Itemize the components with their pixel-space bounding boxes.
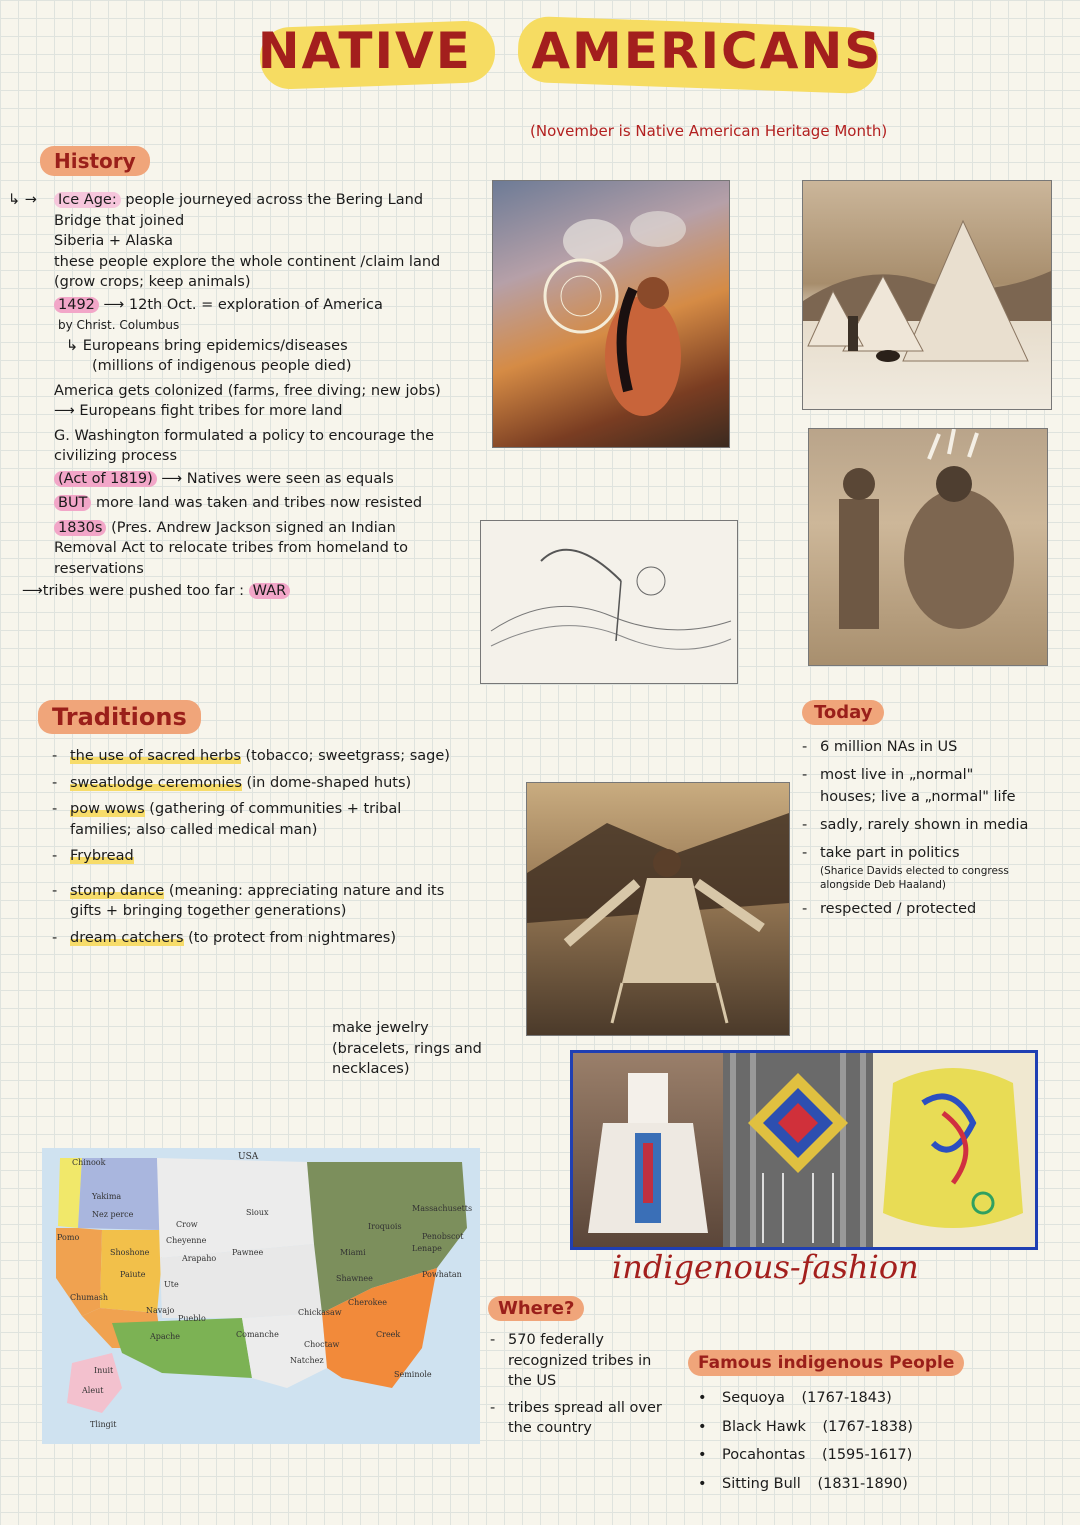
where-item: - tribes spread all over the country [488,1398,678,1439]
map-tribe-label: Cheyenne [166,1236,207,1245]
map-tribe-label: Miami [340,1248,366,1257]
today-item: - respected / protected [800,898,1030,920]
map-tribe-label: Chinook [72,1158,106,1167]
map-tribe-label: Shoshone [110,1248,150,1257]
subtitle: (November is Native American Heritage Month) [530,122,888,140]
famous-person: • Sitting Bull (1831-1890) [696,1474,996,1495]
map-tribe-label: Chumash [70,1293,109,1302]
map-tribe-label: Pueblo [178,1314,206,1323]
beaded-cuff-photo [873,1053,1035,1247]
today-item: - take part in politics (Sharice Davids elected to congress alongside Deb Haaland) [800,842,1030,892]
title-area [250,18,890,88]
tradition-item: - pow wows (gathering of communities + tribal families; also called medical man) [50,799,450,840]
fashion-label: indigenous-fashion [612,1248,919,1286]
famous-header: Famous indigenous People [688,1350,964,1376]
map-tribe-label: Inuit [94,1366,114,1375]
traditions-list [50,746,450,954]
map-tribe-label: Sioux [246,1208,269,1217]
today-item: - 6 million NAs in US [800,736,1030,758]
tradition-item: - stomp dance (meaning: appreciating nature and its gifts + bringing together generations) [50,881,450,922]
map-tribe-label: Iroquois [368,1222,402,1231]
history-section: ↳ → Ice Age: people journeyed across the Bering Land Bridge that joined Siberia + Alaska these people explore the whole continent /claim land (grow crops; keep animals) 1492 ⟶ 12th Oct. = exploration of America by Christ. Columbus ↳ Europeans bring epidemics/diseases (millions of indigenous people died) America gets colonized (farms, free diving; new jobs) ⟶ Europeans fight tribes for more land G. Washington formulated a policy to encourage the civilizing process (Act of 1819) ⟶ Natives were seen as equals BUT more land was taken and tribes now resisted 1830s (Pres. Andrew Jackson signed an Indian Removal Act to relocate tribes from homeland to reservations ⟶tribes were pushed too far : WAR [8,192,441,599]
map-tribe-label: Choctaw [304,1340,340,1349]
dreamcatcher-painting [492,180,730,448]
page-title: NATIVE AMERICANS [257,22,883,80]
map-tribe-label: Natchez [290,1356,324,1365]
fashion-dress-photo [573,1053,723,1247]
where-header: Where? [488,1296,584,1321]
map-tribe-label: Nez perce [92,1210,134,1219]
map-tribe-label: Apache [150,1332,181,1341]
map-tribe-label: Pawnee [232,1248,264,1257]
map-tribe-label: Pomo [57,1233,80,1242]
fancy-shawl-dancer-photo [526,782,790,1036]
powwow-dancers-photo [808,428,1048,666]
famous-person: • Black Hawk (1767-1838) [696,1417,996,1438]
today-item: - most live in „normal" houses; live a „normal" life [800,764,1030,808]
famous-person: • Sequoya (1767-1843) [696,1388,996,1409]
map-tribe-label: Chickasaw [298,1308,342,1317]
map-tribe-label: Paiute [120,1270,146,1279]
famous-list [696,1388,996,1502]
beadwork-photo [723,1053,873,1247]
tribes-map [42,1148,480,1444]
map-tribe-label: Comanche [236,1330,279,1339]
tradition-item: - Frybread [50,846,450,867]
today-item: - sadly, rarely shown in media [800,814,1030,836]
politics-note: (Sharice Davids elected to congress alongside Deb Haaland) [820,865,1009,891]
fashion-gallery [570,1050,1038,1250]
map-tribe-label: Lenape [412,1244,442,1253]
map-tribe-label: Navajo [146,1306,175,1315]
map-tribe-label: Crow [176,1220,198,1229]
map-tribe-label: Seminole [394,1370,432,1379]
map-tribe-label: Aleut [82,1386,104,1395]
historic-sketch [480,520,738,684]
where-item: - 570 federally recognized tribes in the US [488,1330,678,1392]
map-tribe-label: Penobscot [422,1232,464,1241]
map-tribe-label: Cherokee [348,1298,387,1307]
tradition-item: - sweatlodge ceremonies (in dome-shaped huts) [50,773,450,794]
map-tribe-label: Tlingit [90,1420,117,1429]
map-tribe-label: Yakima [92,1192,122,1201]
map-tribe-label: Massachusetts [412,1204,473,1213]
map-tribe-label: Arapaho [182,1254,217,1263]
map-country-label: USA [238,1152,259,1162]
tradition-item: - dream catchers (to protect from nightmares) [50,928,450,949]
today-header: Today [802,700,884,725]
map-tribe-label: Shawnee [336,1274,373,1283]
map-tribe-label: Ute [164,1280,179,1289]
tradition-item: - the use of sacred herbs (tobacco; sweetgrass; sage) [50,746,450,767]
map-tribe-label: Powhatan [422,1270,462,1279]
famous-person: • Pocahontas (1595-1617) [696,1445,996,1466]
traditions-header: Traditions [38,700,201,734]
tipi-photo [802,180,1052,410]
map-tribe-label: Creek [376,1330,401,1339]
today-list [800,736,1030,926]
jewelry-note: make jewelry (bracelets, rings and necklaces) [332,1020,482,1077]
where-list [488,1330,678,1445]
history-header: History [40,146,150,176]
